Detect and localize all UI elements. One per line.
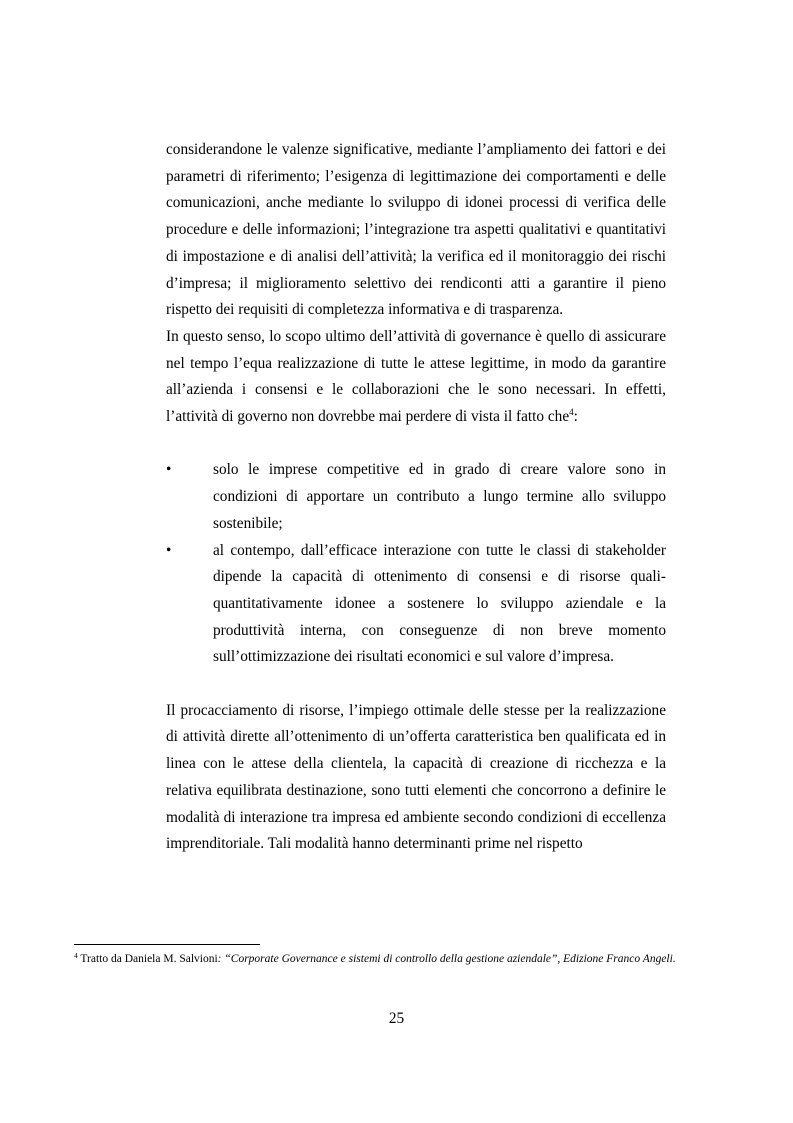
bullet-icon: • [166,541,172,559]
footnote-title: : “Corporate Governance e sistemi di controllo della gestione aziendale”, Edizione Franco Angeli. [217,953,676,965]
footnote-divider [74,944,260,945]
bullet-list [166,457,666,671]
list-item [166,457,666,537]
footnote-reference: 4 [569,407,574,418]
bullet-icon: • [166,461,172,479]
footnote-number: 4 [74,951,78,960]
paragraph-3: Il procacciamento di risorse, l’impiego ottimale delle stesse per la realizzazione di attività dirette all’ottenimento di un’offerta caratteristica ben qualificata ed in linea con le attese della clientela, la capacità di creazione di ricchezza e la relativa equilibrata destinazione, sono tutti elementi che concorrono a definire le modalità di interazione tra impresa ed ambiente secondo condizioni di eccellenza imprenditoriale. Tali modalità hanno determinanti prime nel rispetto [166,701,666,853]
footnote [74,952,719,967]
paragraph-1: considerandone le valenze significative, mediante l’ampliamento dei fattori e dei parametri di riferimento; l’esigenza di legittimazione dei comportamenti e delle comunicazioni, anche mediante lo sviluppo di idonei processi di verifica delle procedure e delle informazioni; l’integrazione tra aspetti qualitativi e quantitativi di impostazione e di analisi dell’attività; la verifica ed il monitoraggio dei rischi d’impresa; il miglioramento selettivo dei rendiconti atti a garantire il pieno rispetto dei requisiti di completezza informativa e di trasparenza. [166,141,666,319]
page-number: 25 [388,1010,405,1027]
list-item [166,538,666,672]
paragraph-2 [166,324,666,431]
footnote-lead: Tratto da Daniela M. Salvioni [77,953,218,965]
paragraph-2-text: In questo senso, lo scopo ultimo dell’attività di governance è quello di assicurare nel tempo l’equa realizzazione di tutte le attese legittime, in modo da garantire all’azienda i consensi e le collaborazioni che le sono necessari. In effetti, l’attività di governo non dovrebbe mai perdere di vista il fatto che [166,327,666,426]
list-item-text: solo le imprese competitive ed in grado di creare valore sono in condizioni di apportare un contributo a lungo termine allo sviluppo sostenibile; [213,461,666,532]
list-item-text: al contempo, dall’efficace interazione con tutte le classi di stakeholder dipende la capacità di ottenimento di consensi e di risorse quali-quantitativamente idonee a sostenere lo sviluppo aziendale e la produttività interna, con conseguenze di non breve momento sull’ottimizzazione dei risultati economici e sul valore d’impresa. [213,541,666,666]
paragraph-2-end: : [573,408,578,426]
body-text [166,137,666,858]
